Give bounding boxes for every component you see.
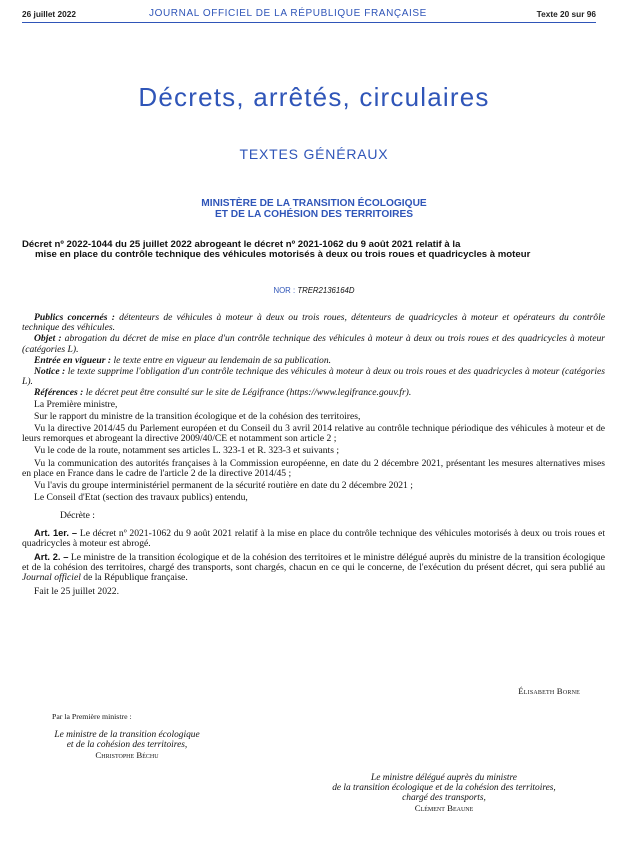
article-2-label: Art. 2. – bbox=[34, 552, 69, 563]
article-2 bbox=[22, 552, 605, 584]
visa-directive: Vu la directive 2014/45 du Parlement européen et du Conseil du 3 avril 2014 relative au contrôle technique périodique des véhicules à moteur et de leurs remorques et abrogeant la directive 2009/40/CE et notamment son article 2 ; bbox=[22, 423, 605, 445]
minister-title-line-2: et de la cohésion des territoires, bbox=[66, 740, 188, 750]
header-divider bbox=[22, 22, 596, 23]
visa-code-route: Vu le code de la route, notamment ses articles L. 323-1 et R. 323-3 et suivants ; bbox=[34, 445, 340, 457]
ministry-heading bbox=[0, 198, 628, 220]
page-header bbox=[22, 8, 596, 22]
meta-objet bbox=[22, 334, 605, 354]
signature-block-ministre-delegue bbox=[270, 773, 618, 814]
header-date: 26 juillet 2022 bbox=[22, 9, 76, 19]
article-1-label: Art. 1er. – bbox=[34, 527, 78, 538]
meta-label: Références : bbox=[34, 387, 84, 399]
meta-label: Objet : bbox=[34, 333, 62, 345]
meta-text: le texte supprime l'obligation d'un contrôle technique des véhicules à moteur à deux ou trois roues et des quadricycles à moteur (catégories L). bbox=[22, 366, 605, 388]
decree-body bbox=[22, 313, 605, 599]
par-la-premiere-ministre: Par la Première ministre : bbox=[52, 712, 132, 721]
delegate-title-line-2: de la transition écologique et de la cohésion des territoires, bbox=[332, 783, 556, 793]
meta-notice bbox=[22, 367, 605, 387]
fait-date: Fait le 25 juillet 2022. bbox=[34, 585, 120, 597]
article-1-text: Le décret nº 2021-1062 du 9 août 2021 relatif à la mise en place du contrôle technique des véhicules motorisés à deux ou trois roues et quadricycles à moteur est abrogé. bbox=[22, 527, 605, 549]
article-2-text-end: de la République française. bbox=[83, 572, 188, 584]
meta-label: Notice : bbox=[34, 366, 66, 378]
meta-text: abrogation du décret de mise en place d'un contrôle technique des véhicules à moteur à deux ou trois roues et des quadricycles à moteur (catégories L). bbox=[22, 333, 605, 355]
section-title: Décrets, arrêtés, circulaires bbox=[138, 82, 490, 112]
minister-title-line-1: Le ministre de la transition écologique bbox=[54, 730, 200, 740]
header-text-number: Texte 20 sur 96 bbox=[536, 9, 596, 19]
header-journal-title: JOURNAL OFFICIEL DE LA RÉPUBLIQUE FRANÇAISE bbox=[149, 8, 427, 19]
nor-label: NOR : bbox=[273, 286, 296, 295]
signature-premiere-ministre: Élisabeth Borne bbox=[518, 686, 580, 696]
decree-title bbox=[22, 240, 602, 261]
visa-premiere-ministre: La Première ministre, bbox=[34, 398, 118, 410]
meta-label: Entrée en vigueur : bbox=[34, 354, 112, 366]
article-1 bbox=[22, 528, 605, 549]
meta-entree-en-vigueur bbox=[22, 356, 605, 366]
nor-value: TRER2136164D bbox=[297, 286, 355, 295]
decrete: Décrète : bbox=[60, 510, 95, 522]
meta-label: Publics concernés : bbox=[34, 312, 115, 323]
delegate-title-line-1: Le ministre délégué auprès du ministre bbox=[371, 773, 517, 783]
delegate-signature: Clément Beaune bbox=[414, 803, 474, 813]
journal-officiel-mention: Journal officiel bbox=[22, 572, 81, 584]
signature-block-ministre bbox=[22, 730, 232, 761]
visa-communication: Vu la communication des autorités françaises à la Commission européenne, en date du 2 décembre 2021, présentant les mesures alternatives mises en place en France dans le cadre de l'article 2 de la directive 2014/45 ; bbox=[22, 457, 605, 479]
meta-references bbox=[22, 388, 605, 398]
visa-avis: Vu l'avis du groupe interministériel permanent de la sécurité routière en date du 2 décembre 2021 ; bbox=[34, 480, 413, 492]
ministry-line-2: ET DE LA COHÉSION DES TERRITOIRES bbox=[214, 209, 414, 220]
decree-title-line-1: Décret nº 2022-1044 du 25 juillet 2022 abrogeant le décret nº 2021-1062 du 9 août 2021 relatif à la bbox=[22, 239, 461, 250]
minister-signature: Christophe Béchu bbox=[95, 750, 159, 760]
nor-reference bbox=[0, 286, 628, 295]
article-2-text: Le ministre de la transition écologique et de la cohésion des territoires et le ministre délégué auprès du ministre de la transition écologique et de la cohésion des territoires, chargé des transports, sont chargés, chacun en ce qui le concerne, de l'exécution du présent décret, qui sera publié au bbox=[22, 552, 605, 574]
meta-text: détenteurs de véhicules à moteur à deux ou trois roues, détenteurs de quadricycles à moteur et opérateurs du contrôle technique des véhicules. bbox=[22, 312, 605, 334]
visa-rapport: Sur le rapport du ministre de la transition écologique et de la cohésion des territoires, bbox=[34, 410, 361, 422]
visa-conseil-etat: Le Conseil d'Etat (section des travaux publics) entendu, bbox=[34, 492, 248, 504]
meta-text: le décret peut être consulté sur le site de Légifrance (https://www.legifrance.gouv.fr). bbox=[85, 387, 412, 399]
meta-publics bbox=[22, 313, 605, 333]
delegate-title-line-3: chargé des transports, bbox=[402, 793, 486, 803]
ministry-line-1: MINISTÈRE DE LA TRANSITION ÉCOLOGIQUE bbox=[201, 198, 427, 209]
subsection-title: TEXTES GÉNÉRAUX bbox=[239, 146, 389, 162]
decree-title-line-2: mise en place du contrôle technique des véhicules motorisés à deux ou trois roues et quadricycles à moteur bbox=[35, 249, 531, 261]
meta-text: le texte entre en vigueur au lendemain de sa publication. bbox=[113, 354, 332, 366]
